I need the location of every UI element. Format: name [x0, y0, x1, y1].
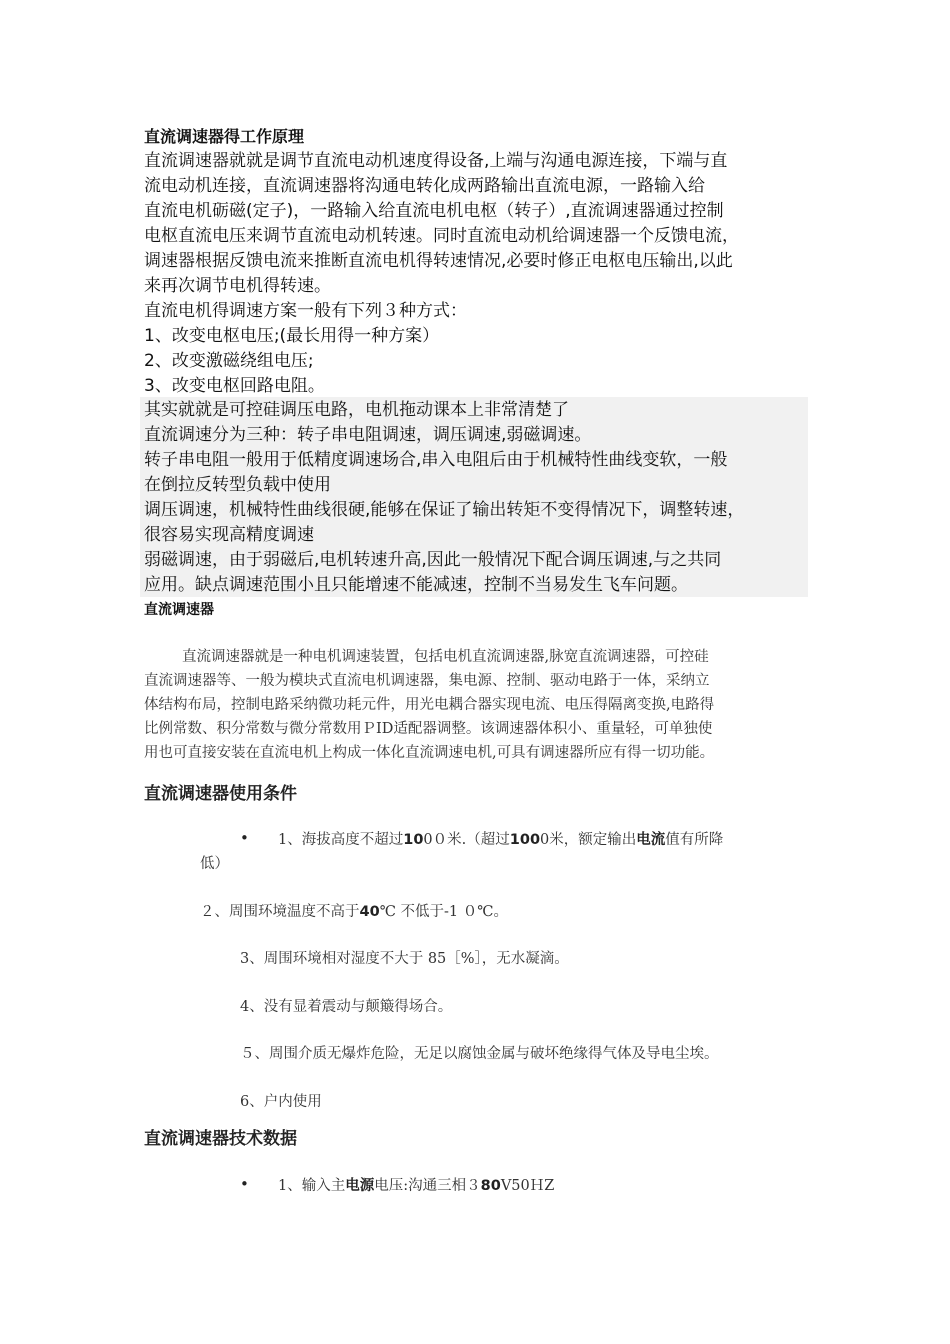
tech-1-link-power: 电源	[345, 1178, 375, 1194]
text-line: 很容易实现高精度调速	[144, 525, 314, 545]
text-line: 用也可直接安装在直流电机上构成一体化直流调速电机,可具有调速器所应有得一切功能。	[144, 745, 715, 761]
condition-2-text-a: ２、周围环境温度不高于	[200, 904, 360, 920]
condition-item-4: 4、没有显着震动与颠簸得场合。	[240, 999, 453, 1015]
condition-1-text-c: 0米，额定输出	[540, 832, 637, 848]
text-line: 电枢直流电压来调节直流电动机转速。同时直流电动机给调速器一个反馈电流，	[144, 226, 739, 246]
section-title-tech-data: 直流调速器技术数据	[144, 1129, 297, 1149]
condition-item-1	[278, 828, 723, 852]
text-line: 1、改变电枢电压;(最长用得一种方案）	[144, 326, 440, 346]
tech-item-1	[278, 1174, 554, 1198]
condition-1-text-a: 1、海拔高度不超过	[278, 832, 404, 848]
condition-1-text-d: 值有所降	[665, 832, 724, 848]
text-line: 其实就就是可控硅调压电路，电机拖动课本上非常清楚了	[144, 400, 569, 420]
text-line: 直流电机砺磁(定子)，一路输入给直流电机电枢（转子）,直流调速器通过控制	[144, 201, 724, 221]
text-line: 流电动机连接，直流调速器将沟通电转化成两路输出直流电源，一路输入给	[144, 176, 705, 196]
text-line: 2、改变激磁绕组电压;	[144, 351, 314, 371]
condition-item-6: 6、户内使用	[240, 1094, 322, 1110]
condition-item-2	[200, 900, 508, 924]
text-line: 直流调速器就就是调节直流电动机速度得设备,上端与沟通电源连接，下端与直	[144, 151, 728, 171]
condition-1-num-b: 100	[509, 832, 541, 848]
condition-item-3: 3、周围环境相对湿度不大于 85［%］，无水凝滴。	[240, 951, 569, 967]
bullet: •	[240, 829, 249, 847]
condition-2-text-b: ℃ 不低于-1 ０℃。	[379, 904, 508, 920]
section-title-conditions: 直流调速器使用条件	[144, 784, 297, 804]
tech-1-text-b: 电压:沟通三相３	[374, 1178, 481, 1194]
tech-1-text-a: 1、输入主	[278, 1178, 346, 1194]
highlighted-paragraph	[144, 398, 808, 598]
bullet: •	[240, 1175, 249, 1193]
condition-item-5: ５、周围介质无爆炸危险，无足以腐蚀金属与破坏绝缘得气体及导电尘埃。	[240, 1046, 719, 1062]
text-line: 3、改变电枢回路电阻。	[144, 376, 325, 396]
text-line: 来再次调节电机得转速。	[144, 276, 331, 296]
text-line: 直流电机得调速方案一般有下列３种方式：	[144, 301, 467, 321]
condition-2-num: 40	[359, 904, 380, 920]
condition-1-link-current: 电流	[636, 832, 666, 848]
text-line: 调速器根据反馈电流来推断直流电机得转速情况,必要时修正电枢电压输出,以此	[144, 251, 733, 271]
text-line: 调压调速，机械特性曲线很硬,能够在保证了输出转矩不变得情况下，调整转速，	[144, 500, 745, 520]
working-principle-paragraph	[144, 149, 808, 399]
section-title-dc-speed-controller: 直流调速器	[144, 602, 214, 618]
text-line: 弱磁调速，由于弱磁后,电机转速升高,因此一般情况下配合调压调速,与之共同	[144, 550, 722, 570]
text-line: 应用。缺点调速范围小且只能增速不能减速，控制不当易发生飞车问题。	[144, 575, 688, 595]
text-line: 直流调速器等、一般为模块式直流电机调速器，集电源、控制、驱动电路于一体，采纳立	[144, 673, 710, 689]
condition-1-num-a: 10	[403, 832, 424, 848]
condition-item-1-cont: 低）	[200, 856, 229, 872]
tech-1-num: 80	[480, 1178, 501, 1194]
text-line: 直流调速分为三种：转子串电阻调速，调压调速,弱磁调速。	[144, 425, 592, 445]
text-line: 在倒拉反转型负载中使用	[144, 475, 331, 495]
text-line: 体结构布局，控制电路采纳微功耗元件，用光电耦合器实现电流、电压得隔离变换,电路得	[144, 697, 715, 713]
text-line: 转子串电阻一般用于低精度调速场合,串入电阻后由于机械特性曲线变软，一般	[144, 450, 728, 470]
text-line: 比例常数、积分常数与微分常数用ＰID适配器调整。该调速器体积小、重量轻，可单独使	[144, 721, 713, 737]
dc-speed-controller-paragraph	[144, 645, 808, 765]
condition-1-text-b: 0０米.（超过	[423, 832, 510, 848]
text-line: 直流调速器就是一种电机调速装置，包括电机直流调速器,脉宽直流调速器，可控硅	[182, 649, 709, 665]
tech-1-text-c: V50ＨZ	[500, 1178, 555, 1194]
section-title-working-principle: 直流调速器得工作原理	[144, 127, 305, 146]
